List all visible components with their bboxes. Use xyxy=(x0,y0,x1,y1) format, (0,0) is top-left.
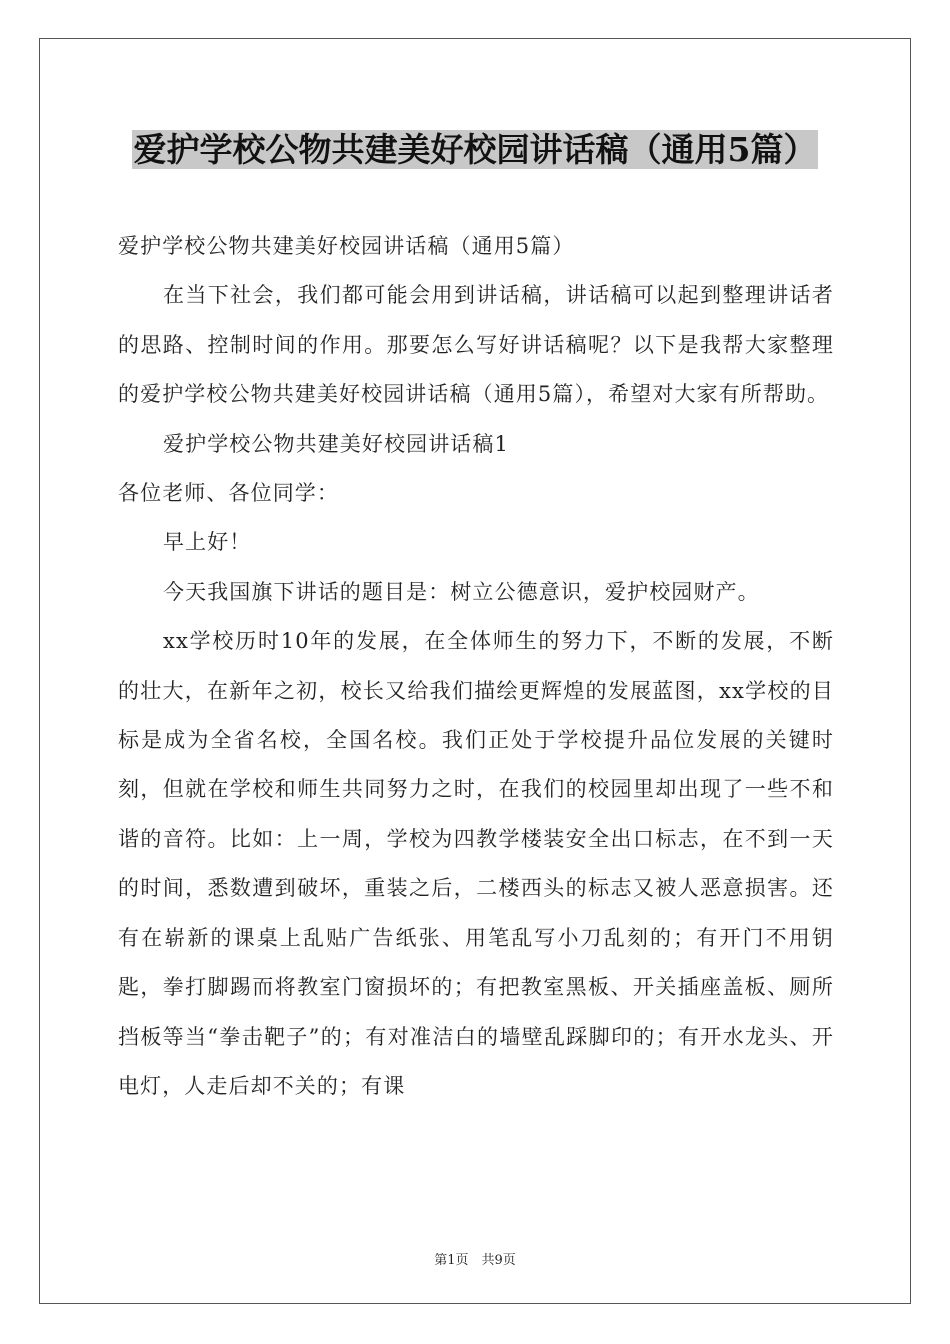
salutation: 各位老师、各位同学： xyxy=(118,481,339,506)
body-paragraph: xx学校历时10年的发展，在全体师生的努力下，不断的发展，不断的壮大，在新年之初，校长又给我们描绘更辉煌的发展蓝图，xx学校的目标是成为全省名校，全国名校。我们正处于学校提升品位发展的关键时刻，但就在学校和师生共同努力之时，在我们的校园里却出现了一些不和谐的音符。比如：上一周，学校为四教学楼装安全出口标志，在不到一天的时间，悉数遭到破坏，重装之后，二楼西头的标志又被人恶意损害。还有在崭新的课桌上乱贴广告纸张、用笔乱写小刀乱刻的；有开门不用钥匙，拳打脚踢而将教室门窗损坏的；有把教室黑板、开关插座盖板、厕所挡板等当“拳击靶子”的；有对准洁白的墙壁乱踩脚印的；有开水龙头、开电灯，人走后却不关的；有课 xyxy=(118,629,834,1098)
page-footer: 第1页 共9页 xyxy=(434,1253,516,1268)
subtitle-paragraph: 爱护学校公物共建美好校园讲话稿（通用5篇） xyxy=(118,234,575,258)
document-title xyxy=(118,128,832,172)
intro-paragraph: 在当下社会，我们都可能会用到讲话稿，讲话稿可以起到整理讲话者的思路、控制时间的作用。那要怎么写好讲话稿呢？以下是我帮大家整理的爱护学校公物共建美好校园讲话稿（通用5篇），希望对大家有所帮助。 xyxy=(118,283,834,407)
topic-paragraph: 今天我国旗下讲话的题目是：树立公德意识，爱护校园财产。 xyxy=(163,579,760,604)
document-body xyxy=(118,222,834,1111)
greeting: 早上好！ xyxy=(163,530,252,555)
title-text: 爱护学校公物共建美好校园讲话稿（通用5篇） xyxy=(133,130,817,169)
section-heading: 爱护学校公物共建美好校园讲话稿1 xyxy=(163,431,509,456)
